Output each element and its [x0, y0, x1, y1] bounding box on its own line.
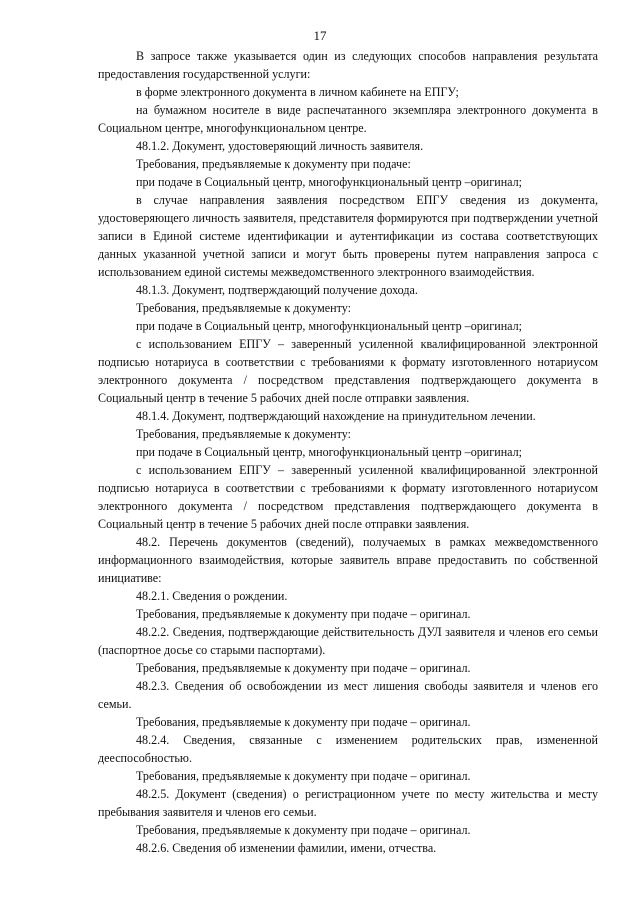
paragraph-method-paper: на бумажном носителе в виде распечатанного экземпляра электронного документа в Социальном центре, многофункциональном центре.	[98, 103, 598, 135]
paragraph-48-2-2: 48.2.2. Сведения, подтверждающие действительность ДУЛ заявителя и членов его семьи (паспортное досье со старыми паспортами).	[98, 625, 598, 657]
page-number: 17	[313, 28, 327, 43]
paragraph-requirements-original: Требования, предъявляемые к документу при подаче – оригинал.	[136, 823, 471, 837]
paragraph-method-electronic: в форме электронного документа в личном кабинете на ЕПГУ;	[136, 85, 459, 99]
paragraph-48-2-heading: 48.2. Перечень документов (сведений), получаемых в рамках межведомственного информационного взаимодействия, которые заявитель вправе предоставить по собственной инициативе:	[98, 535, 598, 585]
paragraph-48-1-3-heading: 48.1.3. Документ, подтверждающий получение дохода.	[136, 283, 418, 297]
paragraph-requirements-original: Требования, предъявляемые к документу при подаче – оригинал.	[136, 769, 471, 783]
paragraph-original-social-center: при подаче в Социальный центр, многофункциональный центр –оригинал;	[136, 319, 523, 333]
paragraph-epgu-notary: с использованием ЕПГУ – заверенный усиленной квалифицированной электронной подписью нотариуса в соответствии с требованиями к формату изготовленного нотариусом электронного документа / посредством представления подтверждающего документа в Социальный центр в течение 5 рабочих дней после отправки заявления.	[98, 337, 598, 405]
paragraph-request-methods: В запросе также указывается один из следующих способов направления результата предоставления государственной услуги:	[98, 49, 598, 81]
paragraph-requirements-submission: Требования, предъявляемые к документу при подаче:	[136, 157, 411, 171]
paragraph-48-2-1: 48.2.1. Сведения о рождении.	[136, 589, 288, 603]
paragraph-requirements-document: Требования, предъявляемые к документу:	[136, 301, 351, 315]
paragraph-epgu-identity: в случае направления заявления посредством ЕПГУ сведения из документа, удостоверяющего личность заявителя, представителя формируются при подтверждении учетной записи в Единой системе идентификации и аутентификации из состава соответствующих данных указанной учетной записи и могут быть проверены путем направления запроса с использованием единой системы межведомственного электронного взаимодействия.	[98, 193, 598, 279]
paragraph-original-social-center: при подаче в Социальный центр, многофункциональный центр –оригинал;	[136, 175, 523, 189]
paragraph-48-1-2-heading: 48.1.2. Документ, удостоверяющий личность заявителя.	[136, 139, 424, 153]
paragraph-requirements-original: Требования, предъявляемые к документу при подаче – оригинал.	[136, 661, 471, 675]
paragraph-epgu-notary: с использованием ЕПГУ – заверенный усиленной квалифицированной электронной подписью нотариуса в соответствии с требованиями к формату изготовленного нотариусом электронного документа / посредством представления подтверждающего документа в Социальный центр в течение 5 рабочих дней после отправки заявления.	[98, 463, 598, 531]
paragraph-requirements-original: Требования, предъявляемые к документу при подаче – оригинал.	[136, 607, 471, 621]
paragraph-48-2-3: 48.2.3. Сведения об освобождении из мест лишения свободы заявителя и членов его семьи.	[98, 679, 598, 711]
paragraph-requirements-document: Требования, предъявляемые к документу:	[136, 427, 351, 441]
paragraph-48-2-4: 48.2.4. Сведения, связанные с изменением родительских прав, измененной дееспособностью.	[98, 733, 598, 765]
paragraph-48-2-6: 48.2.6. Сведения об изменении фамилии, имени, отчества.	[136, 841, 437, 855]
document-body	[98, 47, 598, 857]
paragraph-48-1-4-heading: 48.1.4. Документ, подтверждающий нахождение на принудительном лечении.	[136, 409, 536, 423]
paragraph-requirements-original: Требования, предъявляемые к документу при подаче – оригинал.	[136, 715, 471, 729]
paragraph-48-2-5: 48.2.5. Документ (сведения) о регистрационном учете по месту жительства и месту пребывания заявителя и членов его семьи.	[98, 787, 598, 819]
paragraph-original-social-center: при подаче в Социальный центр, многофункциональный центр –оригинал;	[136, 445, 523, 459]
